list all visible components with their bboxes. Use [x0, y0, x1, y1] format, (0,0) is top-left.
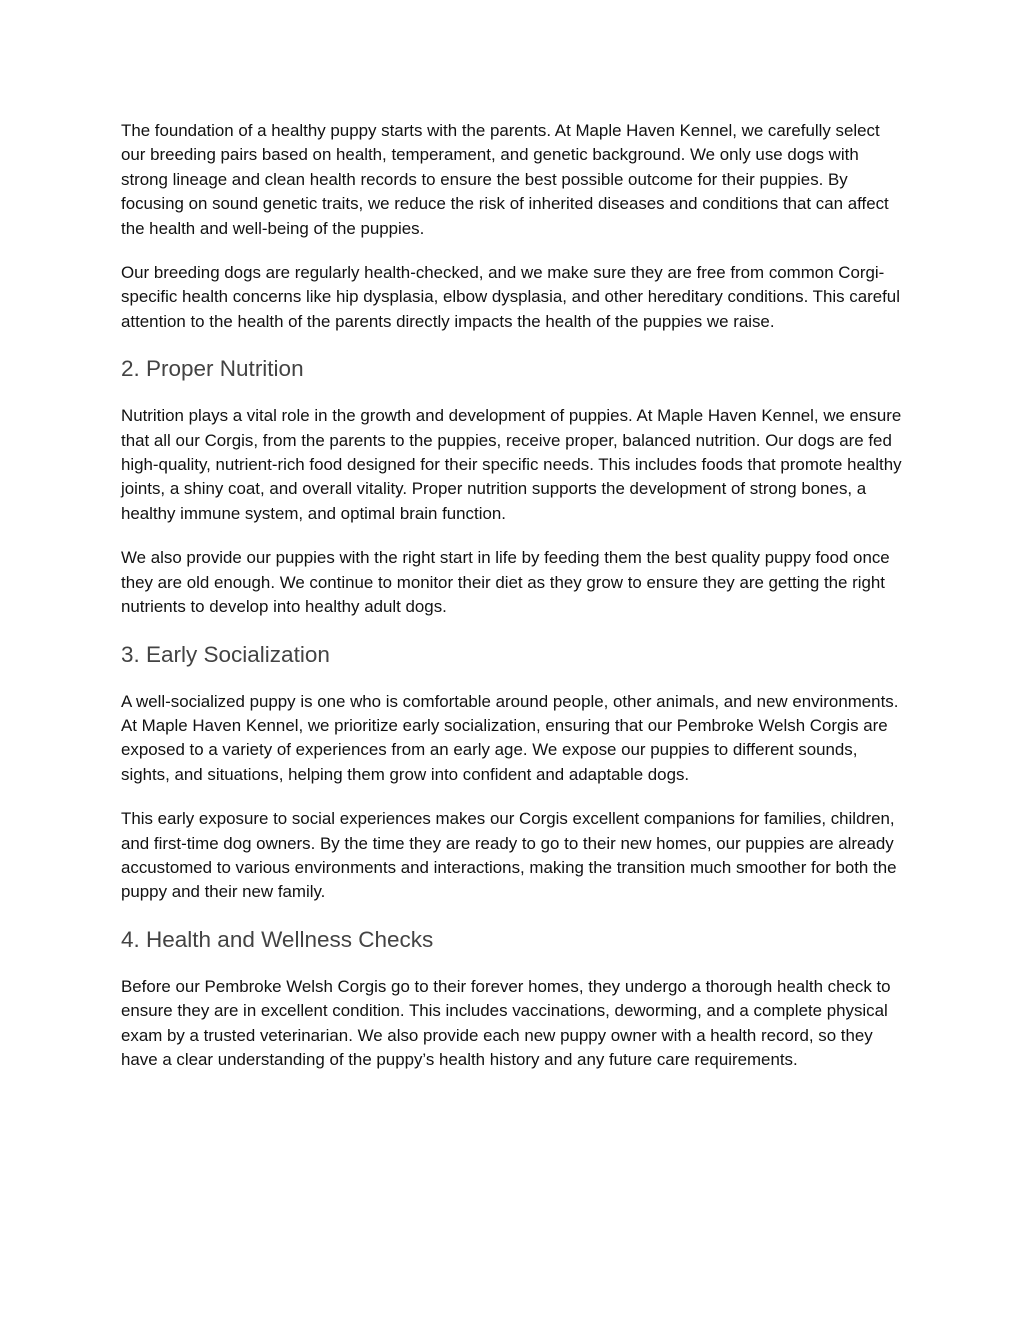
section-heading: 4. Health and Wellness Checks [121, 926, 434, 952]
document-page [121, 119, 906, 1092]
paragraph: A well-socialized puppy is one who is comfortable around people, other animals, and new environments. At Maple Haven Kennel, we prioritize early socialization, ensuring that our Pembroke Welsh Corgis are exposed to a variety of experiences from an early age. We expose our puppies to different sounds, sights, and situations, helping them grow into confident and adaptable dogs. [121, 691, 899, 784]
paragraph: Before our Pembroke Welsh Corgis go to their forever homes, they undergo a thorough health check to ensure they are in excellent condition. This includes vaccinations, deworming, and a complete physical exam by a trusted veterinarian. We also provide each new puppy owner with a health record, so they have a clear understanding of the puppy’s health history and any future care requirements. [121, 976, 891, 1069]
paragraph: Nutrition plays a vital role in the growth and development of puppies. At Maple Haven Kennel, we ensure that all our Corgis, from the parents to the puppies, receive proper, balanced nutrition. Our dogs are fed high-quality, nutrient-rich food designed for their specific needs. This includes foods that promote healthy joints, a shiny coat, and overall vitality. Proper nutrition supports the development of strong bones, a healthy immune system, and optimal brain function. [121, 406, 902, 523]
section-proper-nutrition [121, 354, 906, 619]
section-early-socialization [121, 640, 906, 905]
paragraph: The foundation of a healthy puppy starts with the parents. At Maple Haven Kennel, we carefully select our breeding pairs based on health, temperament, and genetic background. We only use dogs with strong lineage and clean health records to ensure the best possible outcome for their puppies. By focusing on sound genetic traits, we reduce the risk of inherited diseases and conditions that can affect the health and well-being of the puppies. [121, 121, 889, 238]
section-heading: 2. Proper Nutrition [121, 356, 304, 382]
paragraph: Our breeding dogs are regularly health-checked, and we make sure they are free from common Corgi-specific health concerns like hip dysplasia, elbow dysplasia, and other hereditary conditions. This careful attention to the health of the parents directly impacts the health of the puppies we raise. [121, 263, 900, 331]
paragraph: We also provide our puppies with the right start in life by feeding them the best quality puppy food once they are old enough. We continue to monitor their diet as they grow to ensure they are getting the right nutrients to develop into healthy adult dogs. [121, 548, 890, 617]
section-health-wellness-checks [121, 925, 906, 1073]
section-heading: 3. Early Socialization [121, 641, 330, 667]
section-parents [121, 119, 906, 334]
paragraph: This early exposure to social experiences makes our Corgis excellent companions for families, children, and first-time dog owners. By the time they are ready to go to their new homes, our puppies are already accustomed to various environments and interactions, making the transition much smoother for both the puppy and their new family. [121, 809, 897, 902]
